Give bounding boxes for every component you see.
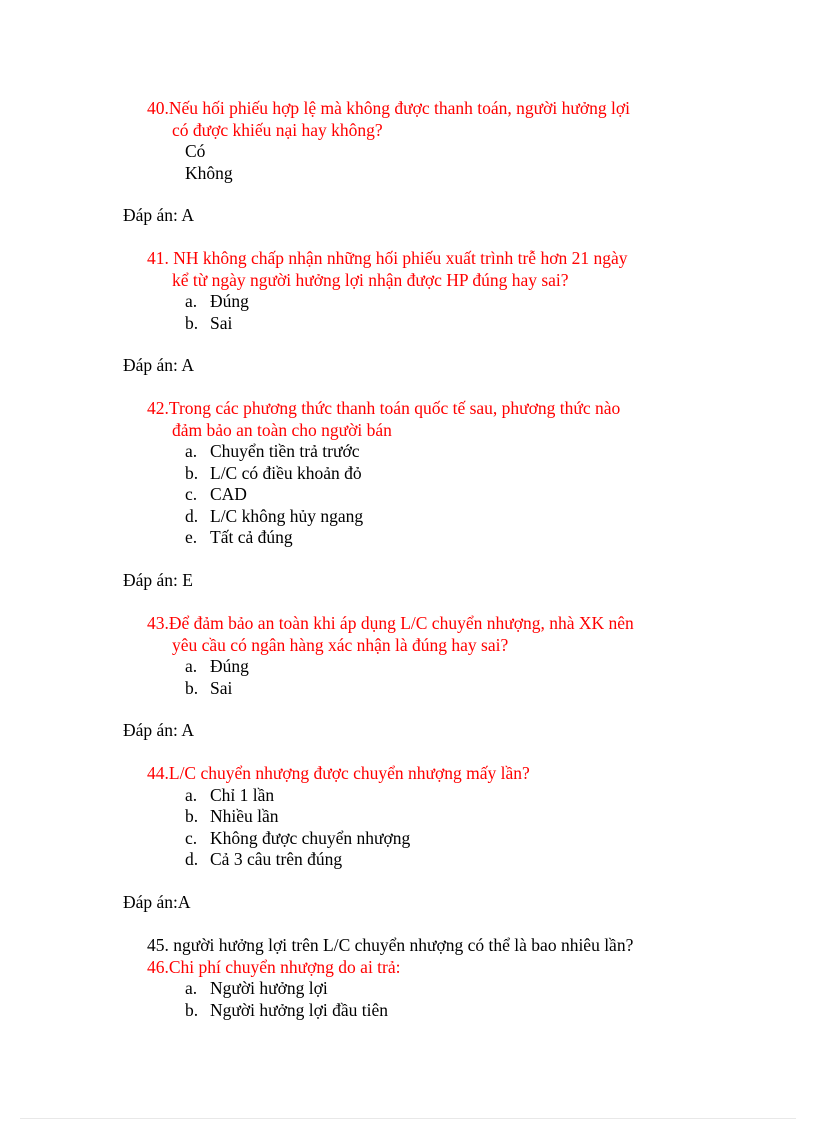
option-44-c (185, 827, 410, 849)
option-text: L/C có điều khoản đỏ (210, 463, 362, 483)
option-42-c (185, 483, 247, 505)
question-43-line-2 (172, 634, 508, 656)
answer-44: Đáp án:A (123, 892, 191, 912)
question-number: 41. (147, 248, 169, 268)
option-letter: d. (185, 506, 199, 526)
question-number: 43. (147, 613, 169, 633)
option-text: Cả 3 câu trên đúng (210, 849, 343, 869)
question-number: 42. (147, 398, 169, 418)
question-41-line-2 (172, 269, 569, 291)
option-42-d (185, 505, 363, 527)
option-letter: a. (185, 656, 198, 676)
option-text: Nhiều lần (210, 806, 279, 826)
answer-43: Đáp án: A (123, 720, 194, 740)
option-text: Đúng (210, 656, 249, 676)
option-text: Người hưởng lợi đầu tiên (210, 1000, 388, 1020)
question-text: yêu cầu có ngân hàng xác nhận là đúng hay sai? (172, 635, 509, 655)
option-text: L/C không hủy ngang (210, 506, 364, 526)
option-46-b (185, 999, 388, 1021)
question-text: Chi phí chuyển nhượng do ai trả: (168, 957, 401, 977)
option-letter: c. (185, 484, 198, 504)
option-letter: a. (185, 785, 198, 805)
question-text: NH không chấp nhận những hối phiếu xuất trình trễ hơn 21 ngày (168, 248, 628, 268)
option-letter: e. (185, 527, 198, 547)
option-letter: b. (185, 1000, 199, 1020)
option-44-d (185, 848, 342, 870)
question-41-line-1 (147, 247, 627, 269)
option-text: Sai (210, 678, 233, 698)
answer-42: Đáp án: E (123, 570, 193, 590)
option-text: CAD (210, 484, 247, 504)
option-41-a (185, 290, 249, 312)
option-letter: c. (185, 828, 198, 848)
option-43-a (185, 655, 249, 677)
option-41-b (185, 312, 232, 334)
option-46-a (185, 977, 328, 999)
question-text: Nếu hối phiếu hợp lệ mà không được thanh toán, người hưởng lợi (168, 98, 630, 118)
option-text: Sai (210, 313, 233, 333)
option-letter: a. (185, 441, 198, 461)
page-bottom-divider (20, 1118, 796, 1119)
question-46-line-1 (147, 956, 401, 978)
option-letter: a. (185, 291, 198, 311)
question-43-line-1 (147, 612, 634, 634)
question-text: người hưởng lợi trên L/C chuyển nhượng có thể là bao nhiêu lần? (168, 935, 634, 955)
option-text: Chuyển tiền trả trước (210, 441, 360, 461)
option-letter: d. (185, 849, 199, 869)
option-40-a (185, 140, 205, 162)
option-40-b (185, 162, 233, 184)
question-number: 46. (147, 957, 169, 977)
option-42-a (185, 440, 359, 462)
option-text: Có (185, 141, 206, 161)
question-number: 40. (147, 98, 169, 118)
option-letter: b. (185, 806, 199, 826)
question-40-line-1 (147, 97, 630, 119)
question-42-line-2 (172, 419, 392, 441)
question-44-line-1 (147, 762, 530, 784)
question-text: có được khiếu nại hay không? (172, 120, 383, 140)
option-text: Không (185, 163, 233, 183)
option-42-b (185, 462, 362, 484)
question-number: 44. (147, 763, 169, 783)
answer-40: Đáp án: A (123, 205, 194, 225)
question-text: Để đảm bảo an toàn khi áp dụng L/C chuyển nhượng, nhà XK nên (168, 613, 634, 633)
option-letter: a. (185, 978, 198, 998)
option-text: Đúng (210, 291, 249, 311)
question-40-line-2 (172, 119, 383, 141)
question-42-line-1 (147, 397, 620, 419)
option-letter: b. (185, 463, 199, 483)
option-text: Không được chuyển nhượng (210, 828, 411, 848)
question-45-line-1 (147, 934, 633, 956)
option-text: Tất cả đúng (210, 527, 293, 547)
option-42-e (185, 526, 293, 548)
option-44-b (185, 805, 279, 827)
question-text: L/C chuyển nhượng được chuyển nhượng mấy lần? (168, 763, 530, 783)
question-text: Trong các phương thức thanh toán quốc tế sau, phương thức nào (168, 398, 621, 418)
question-text: kể từ ngày người hưởng lợi nhận được HP đúng hay sai? (172, 270, 569, 290)
option-43-b (185, 677, 232, 699)
option-44-a (185, 784, 274, 806)
option-text: Chỉ 1 lần (210, 785, 275, 805)
option-text: Người hưởng lợi (210, 978, 328, 998)
option-letter: b. (185, 678, 199, 698)
question-text: đảm bảo an toàn cho người bán (172, 420, 392, 440)
answer-41: Đáp án: A (123, 355, 194, 375)
question-number: 45. (147, 935, 169, 955)
option-letter: b. (185, 313, 199, 333)
